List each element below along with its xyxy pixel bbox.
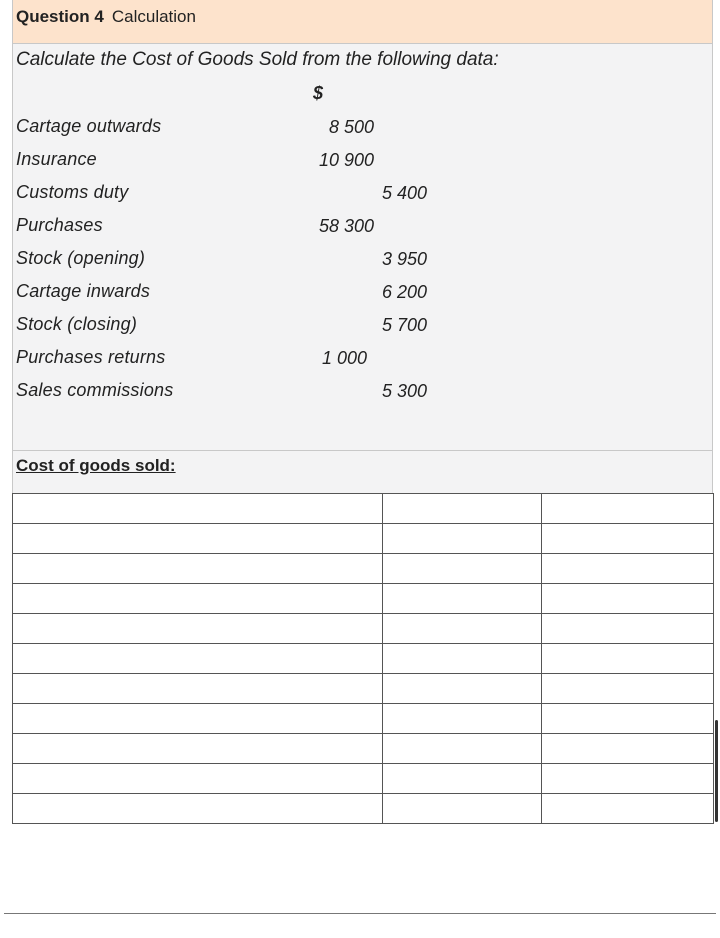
answer-description-cell[interactable] — [13, 554, 383, 584]
answer-row — [13, 614, 714, 644]
cogs-header — [12, 451, 713, 494]
data-row — [13, 281, 713, 314]
data-row — [13, 215, 713, 248]
data-row — [13, 116, 713, 149]
scrollbar-thumb[interactable] — [715, 720, 718, 822]
answer-total-cell[interactable] — [542, 584, 714, 614]
answer-table — [12, 493, 714, 824]
answer-row — [13, 644, 714, 674]
answer-description-cell[interactable] — [13, 584, 383, 614]
item-label: Stock (closing) — [16, 314, 138, 334]
answer-amount-cell[interactable] — [383, 554, 542, 584]
answer-amount-cell[interactable] — [383, 734, 542, 764]
data-panel — [12, 44, 713, 451]
answer-row — [13, 554, 714, 584]
answer-total-cell[interactable] — [542, 734, 714, 764]
item-value: 5 400 — [381, 183, 427, 203]
answer-amount-cell[interactable] — [383, 524, 542, 554]
item-value: 58 300 — [318, 216, 374, 236]
data-row — [13, 182, 713, 215]
data-row — [13, 248, 713, 281]
answer-amount-cell[interactable] — [383, 644, 542, 674]
answer-amount-cell[interactable] — [383, 584, 542, 614]
answer-total-cell[interactable] — [542, 524, 714, 554]
question-type: Calculation — [111, 7, 196, 26]
answer-total-cell[interactable] — [542, 614, 714, 644]
answer-total-cell[interactable] — [542, 764, 714, 794]
answer-row — [13, 524, 714, 554]
answer-total-cell[interactable] — [542, 674, 714, 704]
answer-row — [13, 764, 714, 794]
item-label: Sales commissions — [16, 380, 174, 400]
answer-row — [13, 494, 714, 524]
answer-description-cell[interactable] — [13, 734, 383, 764]
item-label: Cartage inwards — [16, 281, 151, 301]
answer-description-cell[interactable] — [13, 674, 383, 704]
answer-total-cell[interactable] — [542, 794, 714, 824]
answer-amount-cell[interactable] — [383, 764, 542, 794]
answer-total-cell[interactable] — [542, 554, 714, 584]
question-header — [12, 0, 713, 44]
answer-total-cell[interactable] — [542, 494, 714, 524]
question-number: Question 4 — [16, 7, 104, 26]
item-label: Purchases returns — [16, 347, 166, 367]
answer-amount-cell[interactable] — [383, 704, 542, 734]
answer-description-cell[interactable] — [13, 644, 383, 674]
item-value: 8 500 — [328, 117, 374, 137]
page-divider — [4, 913, 716, 914]
answer-description-cell[interactable] — [13, 524, 383, 554]
currency-header: $ — [313, 83, 324, 103]
answer-row — [13, 704, 714, 734]
item-label: Purchases — [16, 215, 103, 235]
cogs-title: Cost of goods sold: — [16, 456, 176, 475]
instruction-text: Calculate the Cost of Goods Sold from the following data: — [16, 49, 499, 70]
answer-description-cell[interactable] — [13, 704, 383, 734]
answer-description-cell[interactable] — [13, 614, 383, 644]
data-row — [13, 380, 713, 413]
answer-row — [13, 584, 714, 614]
item-label: Cartage outwards — [16, 116, 162, 136]
item-value: 3 950 — [381, 249, 427, 269]
answer-total-cell[interactable] — [542, 644, 714, 674]
answer-amount-cell[interactable] — [383, 494, 542, 524]
answer-row — [13, 794, 714, 824]
answer-row — [13, 674, 714, 704]
data-row — [13, 149, 713, 182]
item-value: 10 900 — [318, 150, 374, 170]
item-value: 5 300 — [381, 381, 427, 401]
answer-amount-cell[interactable] — [383, 614, 542, 644]
item-label: Customs duty — [16, 182, 129, 202]
answer-row — [13, 734, 714, 764]
item-label: Stock (opening) — [16, 248, 146, 268]
item-value: 6 200 — [381, 282, 427, 302]
answer-amount-cell[interactable] — [383, 794, 542, 824]
answer-description-cell[interactable] — [13, 494, 383, 524]
data-row — [13, 314, 713, 347]
item-value: 1 000 — [321, 348, 367, 368]
data-row — [13, 347, 713, 380]
item-value: 5 700 — [381, 315, 427, 335]
answer-total-cell[interactable] — [542, 704, 714, 734]
answer-amount-cell[interactable] — [383, 674, 542, 704]
answer-description-cell[interactable] — [13, 764, 383, 794]
item-label: Insurance — [16, 149, 97, 169]
answer-description-cell[interactable] — [13, 794, 383, 824]
